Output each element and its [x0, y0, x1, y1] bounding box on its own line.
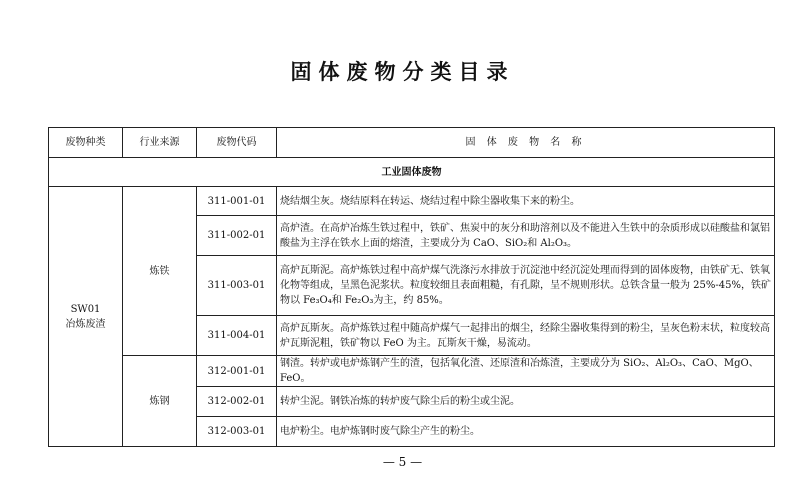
header-industry-source: 行业来源 [123, 128, 197, 158]
waste-desc: 高炉瓦斯灰。高炉炼铁过程中随高炉煤气一起排出的烟尘，经除尘器收集得到的粉尘，呈灰色粉末状，粒度较高炉瓦斯泥粗，铁矿物以 FeO 为主。瓦斯灰干燥，易流动。 [277, 316, 775, 356]
category-cell [49, 187, 123, 447]
table-row [49, 356, 775, 387]
category-name: 冶炼废渣 [65, 318, 106, 330]
waste-desc: 烧结烟尘灰。烧结原料在转运、烧结过程中除尘器收集下来的粉尘。 [277, 187, 775, 216]
header-waste-code: 废物代码 [197, 128, 277, 158]
header-waste-type: 废物种类 [49, 128, 123, 158]
waste-code: 311-003-01 [197, 256, 277, 316]
waste-desc: 钢渣。转炉或电炉炼钢产生的渣，包括氧化渣、还原渣和冶炼渣，主要成分为 SiO₂、Al₂O₃、CaO、MgO、FeO。 [277, 356, 775, 387]
waste-table [48, 127, 775, 447]
page-title: 固体废物分类目录 [290, 60, 515, 84]
source-cell: 炼钢 [123, 356, 197, 447]
table-row [49, 187, 775, 216]
waste-code: 312-003-01 [197, 417, 277, 447]
category-code: SW01 [70, 303, 101, 315]
waste-code: 311-001-01 [197, 187, 277, 216]
waste-code: 312-001-01 [197, 356, 277, 387]
section-row [49, 158, 775, 187]
waste-code: 311-002-01 [197, 216, 277, 256]
waste-code: 312-002-01 [197, 387, 277, 417]
source-cell: 炼铁 [123, 187, 197, 356]
page-number: — 5 — [382, 455, 423, 469]
waste-code: 311-004-01 [197, 316, 277, 356]
header-waste-name: 固 体 废 物 名 称 [277, 128, 775, 158]
waste-desc: 高炉瓦斯泥。高炉炼铁过程中高炉煤气洗涤污水排放于沉淀池中经沉淀处理而得到的固体废物，由铁矿无、铁氧化物等组成，呈黑色泥浆状。粒度较细且表面粗糙，有孔隙，呈不规则形状。总铁含量一般为 25%-45%，铁矿物以 Fe₃O₄和 Fe₂O₃为主，约 85%。 [277, 256, 775, 316]
waste-desc: 转炉尘泥。钢铁冶炼的转炉废气除尘后的粉尘或尘泥。 [277, 387, 775, 417]
waste-desc: 高炉渣。在高炉冶炼生铁过程中，铁矿、焦炭中的灰分和助溶剂以及不能进入生铁中的杂质形成以硅酸盐和氯铝酸盐为主浮在铁水上面的熔渣，主要成分为 CaO、SiO₂和 Al₂O₃。 [277, 216, 775, 256]
waste-desc: 电炉粉尘。电炉炼钢时废气除尘产生的粉尘。 [277, 417, 775, 447]
section-title: 工业固体废物 [49, 158, 775, 187]
header-row [49, 128, 775, 158]
